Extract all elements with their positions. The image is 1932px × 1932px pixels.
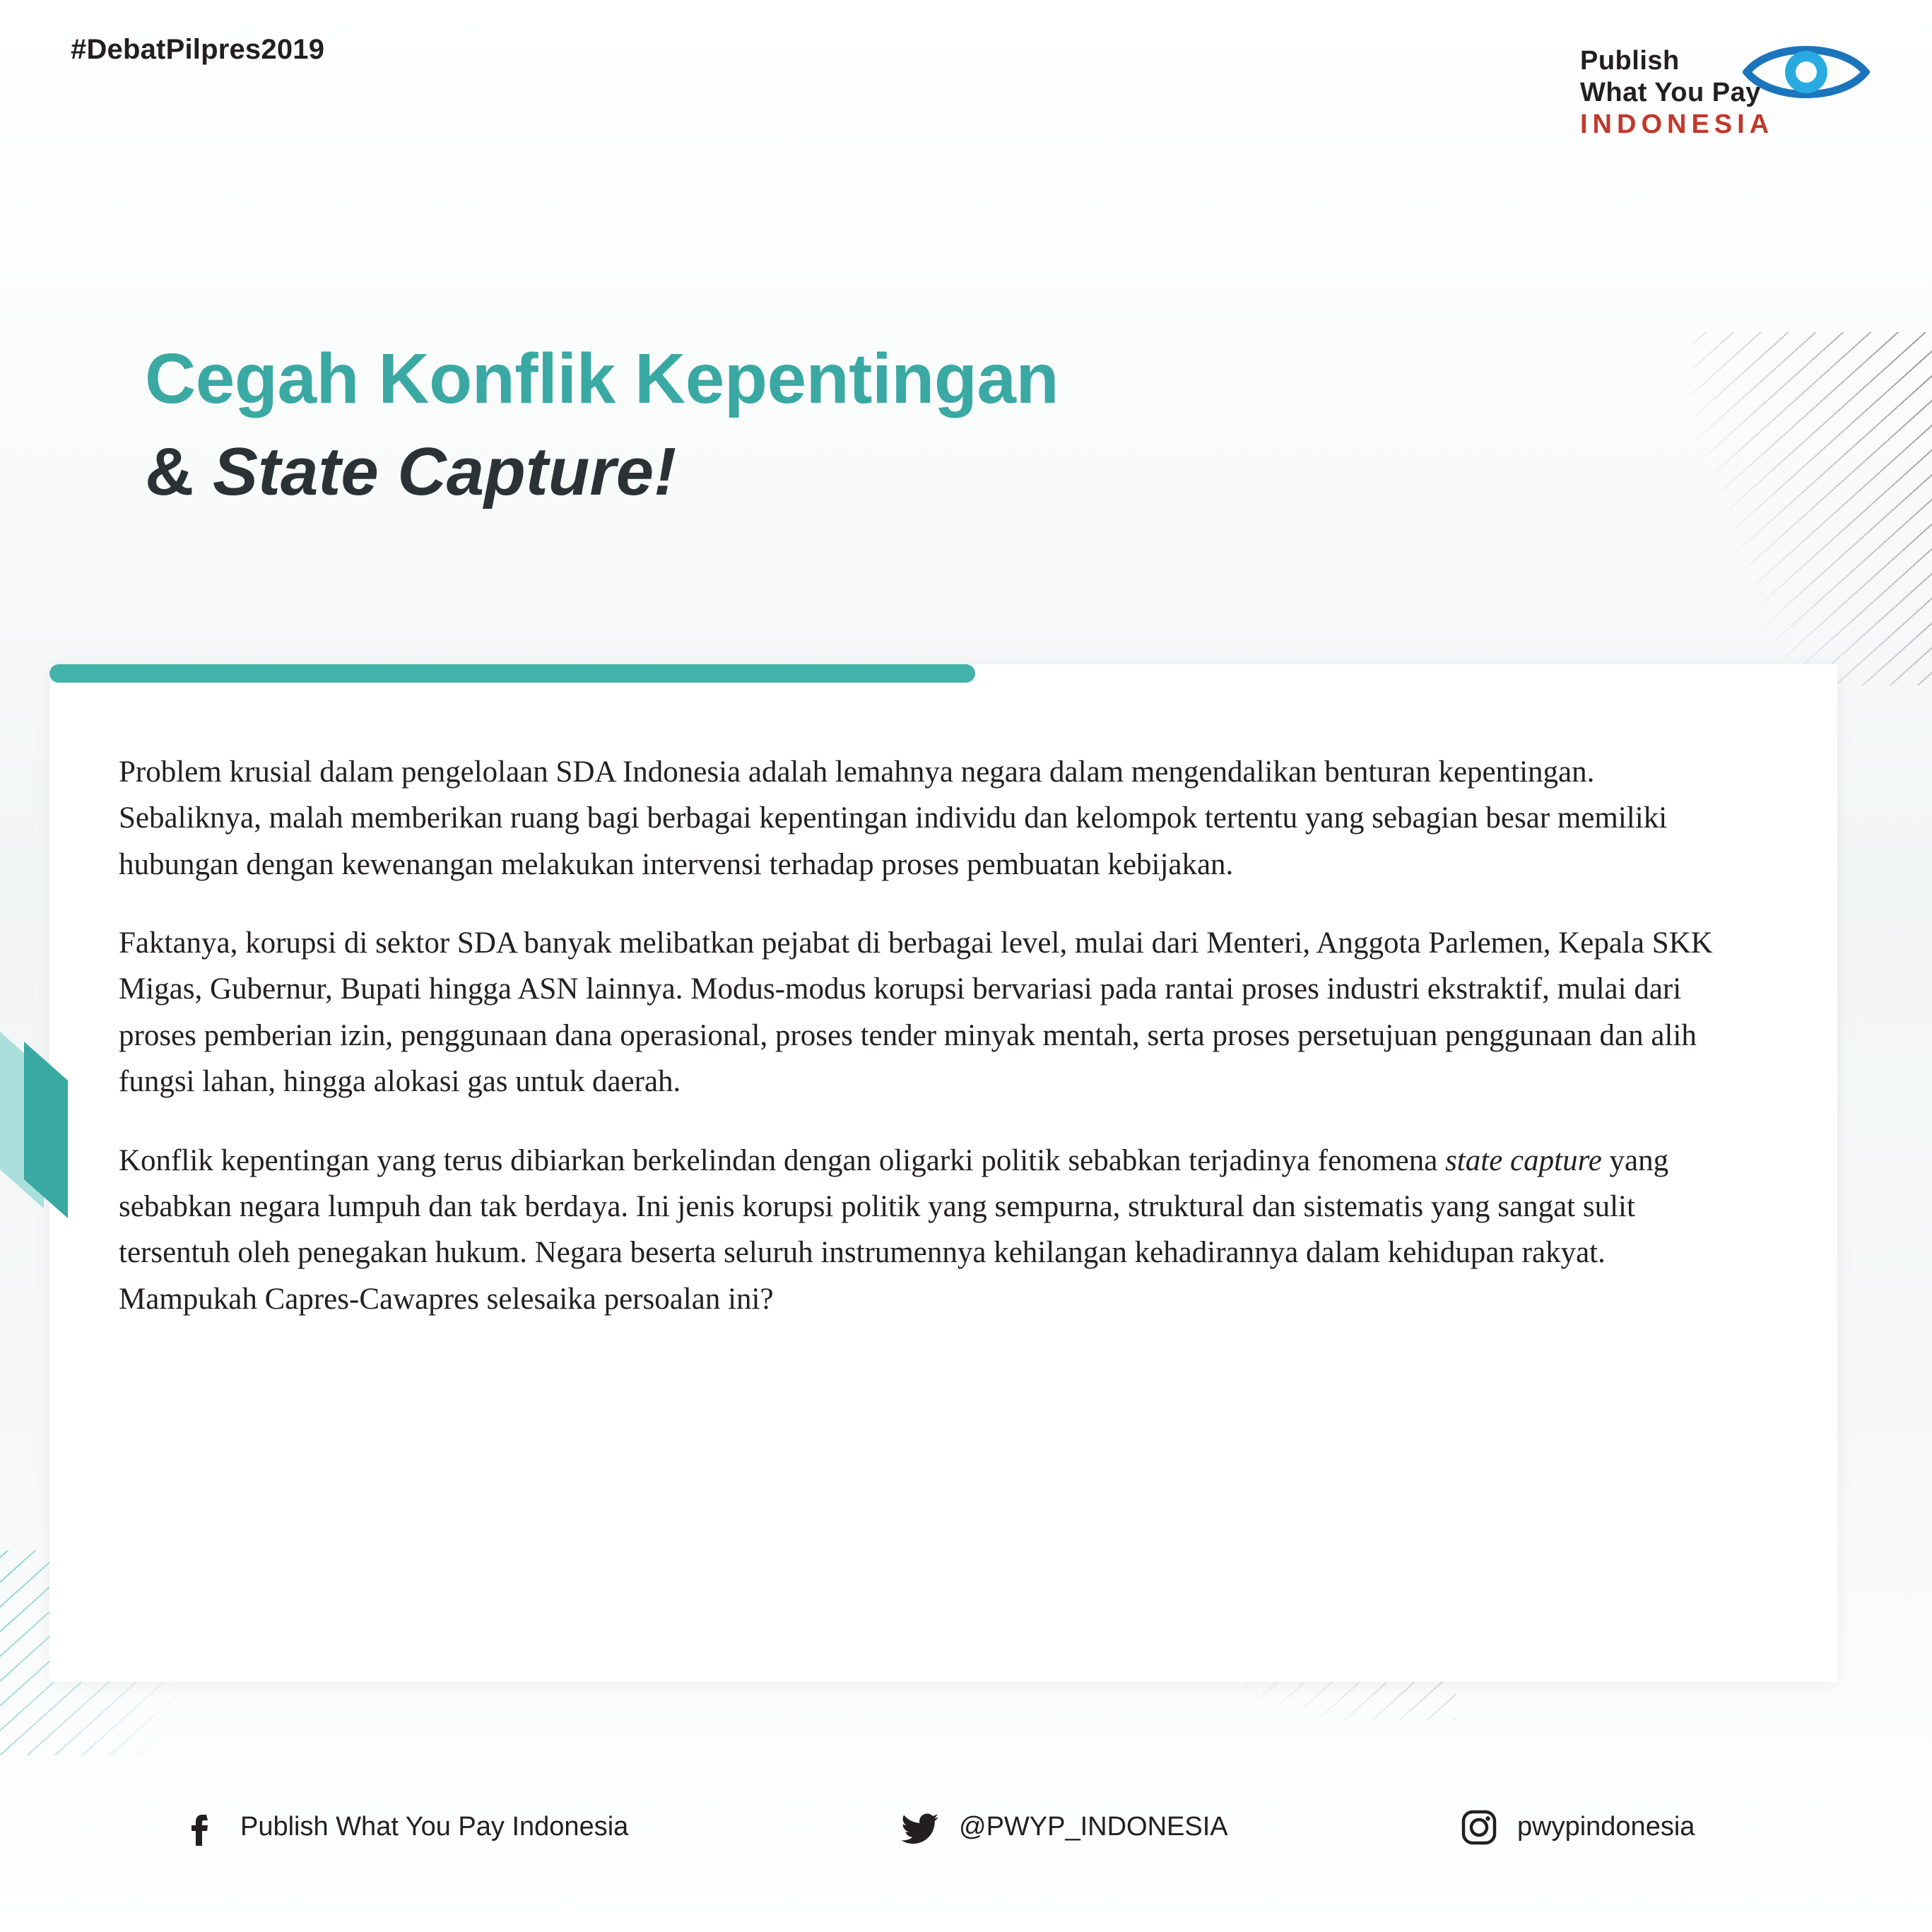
footer-twitter[interactable] — [901, 1808, 1228, 1847]
teal-chevron-decoration — [0, 1032, 67, 1208]
article-body — [119, 749, 1716, 1322]
card-accent-bar — [49, 664, 975, 683]
footer-facebook-label: Publish What You Pay Indonesia — [240, 1812, 629, 1842]
headline-block — [145, 339, 1558, 512]
footer-twitter-label: @PWYP_INDONESIA — [959, 1812, 1228, 1842]
paragraph-2: Faktanya, korupsi di sektor SDA banyak melibatkan pejabat di berbagai level, mulai dari Menteri, Anggota Parlemen, Kepala SKK Migas, Gubernur, Bupati hingga ASN lainnya. Modus-modus korupsi bervariasi pada rantai proses industri ekstraktif, mulai dari proses pemberian izin, penggunaan dana operasional, proses tender minyak mentah, serta proses persetujuan penggunaan dan alih fungsi lahan, hingga alokasi gas untuk daerah. — [119, 926, 1713, 1099]
logo-line-whatyoupay: What You Pay — [1580, 77, 1761, 107]
paragraph-1: Problem krusial dalam pengelolaan SDA Indonesia adalah lemahnya negara dalam mengendalikan benturan kepentingan. Sebaliknya, malah memberikan ruang bagi berbagai kepentingan individu dan kelompok tertentu yang sebagian besar memiliki hubungan dengan kewenangan melakukan intervensi terhadap proses pembuatan kebijakan. — [119, 755, 1668, 881]
pwyp-logo — [1580, 37, 1870, 157]
eye-icon — [1743, 37, 1870, 107]
paragraph-3-italic-term: state capture — [1445, 1143, 1602, 1177]
headline-italic: State Capture! — [213, 434, 677, 509]
twitter-icon — [901, 1808, 941, 1847]
logo-line-publish: Publish — [1580, 46, 1680, 76]
paragraph-3 — [119, 1138, 1716, 1322]
footer — [0, 1808, 1932, 1871]
paragraph-3-part-2: yang sebabkan negara lumpuh dan tak berdaya. Ini jenis korupsi politik yang sempurna, struktural dan sistematis yang sangat sulit tersentuh oleh penegakan hukum. Negara beserta seluruh instrumennya kehilangan kehadirannya dalam kehidupan rakyat. Mampukah Capres-Cawapres selesaika persoalan ini? — [119, 1143, 1669, 1316]
footer-instagram[interactable] — [1459, 1808, 1695, 1847]
paragraph-3-part-1: Konflik kepentingan yang terus dibiarkan berkelindan dengan oligarki politik sebabkan terjadinya fenomena — [119, 1143, 1446, 1177]
headline-amp: & — [145, 434, 213, 509]
headline-line-2 — [145, 431, 1558, 512]
logo-line-indonesia: INDONESIA — [1580, 109, 1774, 139]
facebook-icon — [182, 1808, 222, 1847]
footer-facebook[interactable] — [182, 1808, 628, 1847]
headline-line-1: Cegah Konflik Kepentingan — [145, 339, 1059, 418]
instagram-icon — [1459, 1808, 1499, 1847]
footer-instagram-label: pwypindonesia — [1517, 1812, 1695, 1842]
hashtag-label: #DebatPilpres2019 — [71, 34, 325, 65]
